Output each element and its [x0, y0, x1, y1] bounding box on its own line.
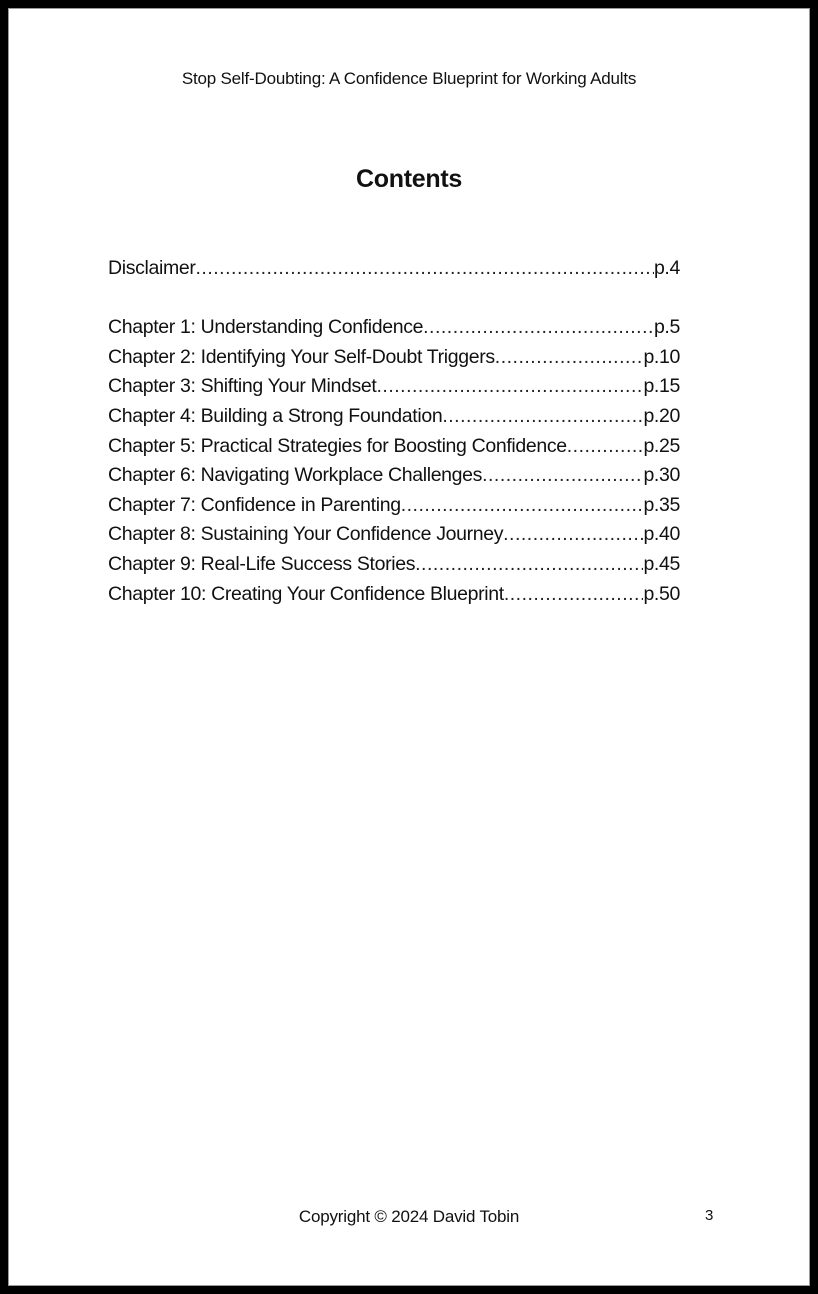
toc-entry-page: p.25 [643, 434, 680, 457]
toc-leader-dots [423, 313, 654, 343]
toc-leader-dots [495, 343, 644, 373]
toc-entry-page: p.5 [653, 316, 680, 339]
document-page [8, 8, 810, 1286]
running-header: Stop Self-Doubting: A Confidence Blueprint for Working Adults [181, 69, 637, 88]
toc-leader-dots [376, 372, 643, 402]
toc-entry-page: p.4 [653, 257, 680, 279]
toc-entry-chapter-10 [108, 580, 680, 610]
toc-leader-dots [415, 550, 643, 580]
toc-entry-label: Chapter 3: Shifting Your Mindset [108, 375, 377, 398]
toc-entry-chapter-6 [108, 461, 680, 491]
toc-entry-page: p.40 [643, 523, 680, 546]
toc-entry-label: Chapter 6: Navigating Workplace Challenges [108, 464, 483, 487]
toc-entry-page: p.15 [643, 375, 680, 398]
copyright-footer: Copyright © 2024 David Tobin [298, 1207, 520, 1226]
toc-entry-page: p.45 [643, 552, 680, 575]
toc-entry-label: Chapter 2: Identifying Your Self-Doubt Triggers [108, 345, 495, 368]
toc-entry-disclaimer [108, 254, 680, 284]
toc-leader-dots [504, 580, 644, 610]
toc-entry-chapter-4 [108, 402, 680, 432]
toc-entry-chapter-8 [108, 520, 680, 550]
toc-entry-label: Chapter 1: Understanding Confidence [108, 316, 424, 339]
toc-entry-label: Chapter 4: Building a Strong Foundation [108, 404, 443, 427]
toc-leader-dots [482, 461, 643, 491]
toc-entry-page: p.20 [643, 404, 680, 427]
toc-entry-page: p.30 [643, 464, 680, 487]
table-of-contents [108, 254, 680, 609]
toc-entry-chapter-2 [108, 343, 680, 373]
toc-entry-label: Chapter 10: Creating Your Confidence Blueprint [108, 582, 504, 605]
toc-leader-dots [442, 402, 643, 432]
toc-leader-dots [503, 520, 643, 550]
toc-leader-dots [196, 254, 654, 284]
toc-entry-label: Chapter 5: Practical Strategies for Boosting Confidence [108, 434, 567, 457]
page-number: 3 [705, 1207, 714, 1224]
toc-entry-label: Chapter 9: Real-Life Success Stories [108, 552, 416, 575]
toc-entry-chapter-9 [108, 550, 680, 580]
toc-entry-page: p.50 [643, 582, 680, 605]
toc-leader-dots [567, 432, 644, 462]
toc-entry-chapter-3 [108, 372, 680, 402]
toc-entry-chapter-7 [108, 491, 680, 521]
toc-entry-label: Disclaimer [108, 257, 196, 279]
toc-entry-page: p.35 [643, 493, 680, 516]
toc-entry-page: p.10 [643, 345, 680, 368]
toc-entry-chapter-5 [108, 432, 680, 462]
toc-entry-chapter-1 [108, 313, 680, 343]
toc-entry-label: Chapter 8: Sustaining Your Confidence Journey [108, 523, 504, 546]
contents-heading: Contents [356, 165, 462, 193]
toc-leader-dots [401, 491, 644, 521]
toc-entry-label: Chapter 7: Confidence in Parenting [108, 493, 401, 516]
